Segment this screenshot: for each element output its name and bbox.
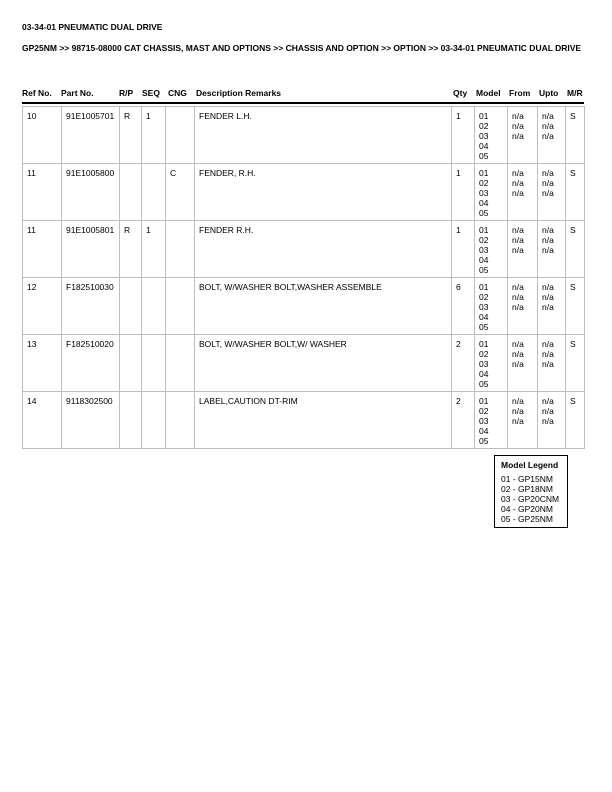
col-header-desc: Description Remarks xyxy=(196,88,282,98)
cell-from xyxy=(508,221,538,278)
table-row xyxy=(23,392,585,449)
cell-mr: S xyxy=(566,392,585,449)
legend-title: Model Legend xyxy=(501,460,559,470)
legend-item: 01 - GP15NM xyxy=(501,474,553,484)
upto-value: n/a xyxy=(542,339,554,349)
models-value: 03 xyxy=(479,416,489,426)
cell-ref-no: 11 xyxy=(23,221,62,278)
cell-qty: 2 xyxy=(452,392,475,449)
models-value: 05 xyxy=(479,208,489,218)
upto-value: n/a xyxy=(542,178,554,188)
upto-value: n/a xyxy=(542,245,554,255)
upto-value: n/a xyxy=(542,396,554,406)
models-value: 05 xyxy=(479,151,489,161)
header-divider xyxy=(22,102,584,104)
models-value: 02 xyxy=(479,235,489,245)
upto-value: n/a xyxy=(542,225,554,235)
models-value: 05 xyxy=(479,379,489,389)
from-value: n/a xyxy=(512,188,524,198)
cell-upto xyxy=(538,164,566,221)
models-value: 02 xyxy=(479,292,489,302)
cell-mr: S xyxy=(566,107,585,164)
legend-item: 05 - GP25NM xyxy=(501,514,553,524)
from-value: n/a xyxy=(512,292,524,302)
cell-ref-no: 14 xyxy=(23,392,62,449)
col-header-model: Model xyxy=(476,88,501,98)
from-value: n/a xyxy=(512,416,524,426)
cell-cng xyxy=(166,107,195,164)
col-header-ref: Ref No. xyxy=(22,88,52,98)
cell-part-no: 91E1005800 xyxy=(62,164,120,221)
cell-description: LABEL,CAUTION DT-RIM xyxy=(195,392,452,449)
cell-upto xyxy=(538,221,566,278)
upto-value: n/a xyxy=(542,359,554,369)
col-header-mr: M/R xyxy=(567,88,583,98)
models-value: 03 xyxy=(479,131,489,141)
cell-ref-no: 10 xyxy=(23,107,62,164)
legend-item: 03 - GP20CNM xyxy=(501,494,560,504)
models-value: 01 xyxy=(479,225,489,235)
cell-seq: 1 xyxy=(142,107,166,164)
upto-value: n/a xyxy=(542,168,554,178)
cell-description: BOLT, W/WASHER BOLT,W/ WASHER xyxy=(195,335,452,392)
page-title: 03-34-01 PNEUMATIC DUAL DRIVE xyxy=(22,22,163,32)
model-legend xyxy=(494,455,568,528)
col-header-from: From xyxy=(509,88,531,98)
cell-seq xyxy=(142,278,166,335)
cell-models xyxy=(475,335,508,392)
upto-value: n/a xyxy=(542,292,554,302)
col-header-part: Part No. xyxy=(61,88,94,98)
models-value: 03 xyxy=(479,302,489,312)
models-value: 03 xyxy=(479,188,489,198)
from-value: n/a xyxy=(512,235,524,245)
models-value: 05 xyxy=(479,436,489,446)
cell-rp: R xyxy=(120,107,142,164)
upto-value: n/a xyxy=(542,349,554,359)
from-value: n/a xyxy=(512,131,524,141)
models-value: 05 xyxy=(479,265,489,275)
cell-qty: 2 xyxy=(452,335,475,392)
cell-seq xyxy=(142,164,166,221)
models-value: 01 xyxy=(479,282,489,292)
legend-item: 02 - GP18NM xyxy=(501,484,553,494)
cell-from xyxy=(508,107,538,164)
upto-value: n/a xyxy=(542,121,554,131)
from-value: n/a xyxy=(512,121,524,131)
upto-value: n/a xyxy=(542,302,554,312)
from-value: n/a xyxy=(512,396,524,406)
legend-list xyxy=(501,474,567,524)
upto-value: n/a xyxy=(542,111,554,121)
models-value: 02 xyxy=(479,178,489,188)
cell-part-no: 91E1005801 xyxy=(62,221,120,278)
table-row xyxy=(23,335,585,392)
cell-cng xyxy=(166,278,195,335)
from-value: n/a xyxy=(512,168,524,178)
cell-from xyxy=(508,335,538,392)
cell-models xyxy=(475,278,508,335)
cell-ref-no: 11 xyxy=(23,164,62,221)
col-header-cng: CNG xyxy=(168,88,187,98)
cell-mr: S xyxy=(566,221,585,278)
cell-part-no: F182510020 xyxy=(62,335,120,392)
models-value: 04 xyxy=(479,198,489,208)
col-header-qty: Qty xyxy=(453,88,468,98)
cell-qty: 1 xyxy=(452,164,475,221)
models-value: 01 xyxy=(479,396,489,406)
from-value: n/a xyxy=(512,245,524,255)
models-value: 04 xyxy=(479,141,489,151)
cell-description: FENDER, R.H. xyxy=(195,164,452,221)
cell-cng xyxy=(166,335,195,392)
table-row xyxy=(23,278,585,335)
cell-cng xyxy=(166,221,195,278)
cell-rp xyxy=(120,278,142,335)
models-value: 01 xyxy=(479,168,489,178)
cell-ref-no: 12 xyxy=(23,278,62,335)
cell-mr: S xyxy=(566,278,585,335)
col-header-seq: SEQ xyxy=(142,88,160,98)
cell-mr: S xyxy=(566,335,585,392)
from-value: n/a xyxy=(512,111,524,121)
cell-from xyxy=(508,392,538,449)
models-value: 01 xyxy=(479,111,489,121)
table-row xyxy=(23,107,585,164)
upto-value: n/a xyxy=(542,188,554,198)
from-value: n/a xyxy=(512,282,524,292)
cell-part-no: 91E1005701 xyxy=(62,107,120,164)
table-row xyxy=(23,221,585,278)
models-value: 05 xyxy=(479,322,489,332)
cell-seq: 1 xyxy=(142,221,166,278)
from-value: n/a xyxy=(512,406,524,416)
cell-from xyxy=(508,164,538,221)
cell-description: FENDER L.H. xyxy=(195,107,452,164)
from-value: n/a xyxy=(512,339,524,349)
models-value: 04 xyxy=(479,426,489,436)
models-value: 02 xyxy=(479,349,489,359)
models-value: 04 xyxy=(479,369,489,379)
models-value: 03 xyxy=(479,359,489,369)
cell-ref-no: 13 xyxy=(23,335,62,392)
cell-qty: 6 xyxy=(452,278,475,335)
cell-description: BOLT, W/WASHER BOLT,WASHER ASSEMBLE xyxy=(195,278,452,335)
cell-upto xyxy=(538,392,566,449)
cell-from xyxy=(508,278,538,335)
models-value: 02 xyxy=(479,121,489,131)
cell-models xyxy=(475,107,508,164)
cell-seq xyxy=(142,335,166,392)
table-row xyxy=(23,164,585,221)
upto-value: n/a xyxy=(542,235,554,245)
cell-upto xyxy=(538,107,566,164)
cell-upto xyxy=(538,335,566,392)
models-value: 04 xyxy=(479,312,489,322)
col-header-upto: Upto xyxy=(539,88,559,98)
cell-models xyxy=(475,392,508,449)
models-value: 03 xyxy=(479,245,489,255)
cell-description: FENDER R.H. xyxy=(195,221,452,278)
cell-qty: 1 xyxy=(452,107,475,164)
upto-value: n/a xyxy=(542,406,554,416)
models-value: 04 xyxy=(479,255,489,265)
from-value: n/a xyxy=(512,359,524,369)
upto-value: n/a xyxy=(542,416,554,426)
cell-rp xyxy=(120,335,142,392)
col-header-rp: R/P xyxy=(119,88,134,98)
cell-rp xyxy=(120,164,142,221)
cell-seq xyxy=(142,392,166,449)
models-value: 01 xyxy=(479,339,489,349)
cell-upto xyxy=(538,278,566,335)
cell-models xyxy=(475,164,508,221)
cell-part-no: F182510030 xyxy=(62,278,120,335)
cell-rp: R xyxy=(120,221,142,278)
cell-cng xyxy=(166,392,195,449)
cell-cng: C xyxy=(166,164,195,221)
breadcrumb: GP25NM >> 98715-08000 CAT CHASSIS, MAST AND OPTIONS >> CHASSIS AND OPTION >> OPTION >> 03-34-01 PNEUMATIC DUAL DRIVE xyxy=(22,43,582,53)
from-value: n/a xyxy=(512,349,524,359)
models-value: 02 xyxy=(479,406,489,416)
from-value: n/a xyxy=(512,178,524,188)
cell-qty: 1 xyxy=(452,221,475,278)
upto-value: n/a xyxy=(542,282,554,292)
cell-part-no: 9118302500 xyxy=(62,392,120,449)
from-value: n/a xyxy=(512,302,524,312)
parts-table xyxy=(22,106,585,449)
upto-value: n/a xyxy=(542,131,554,141)
cell-mr: S xyxy=(566,164,585,221)
cell-rp xyxy=(120,392,142,449)
from-value: n/a xyxy=(512,225,524,235)
legend-item: 04 - GP20NM xyxy=(501,504,553,514)
cell-models xyxy=(475,221,508,278)
